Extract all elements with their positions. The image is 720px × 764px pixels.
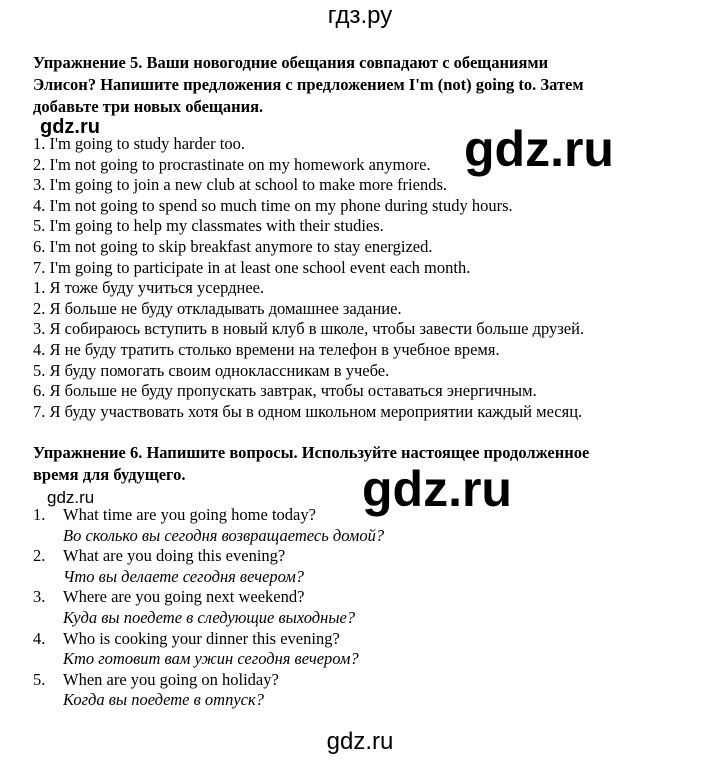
question-russian: Кто готовит вам ужин сегодня вечером? bbox=[63, 649, 359, 669]
answer-line: 7. I'm going to participate in at least one school event each month. bbox=[33, 257, 471, 277]
watermark-small: gdz.ru bbox=[47, 488, 95, 507]
answer-line: 6. I'm not going to skip breakfast anymore to stay energized. bbox=[33, 236, 433, 256]
exercise5-heading-line-3: добавьте три новых обещания. bbox=[33, 97, 264, 116]
translation-line: 3. Я собираюсь вступить в новый клуб в школе, чтобы завести больше друзей. bbox=[33, 319, 585, 339]
translation-line: 6. Я больше не буду пропускать завтрак, чтобы оставаться энергичным. bbox=[33, 381, 537, 401]
answer-line: 5. I'm going to help my classmates with their studies. bbox=[33, 216, 384, 236]
exercise5-answer-list bbox=[33, 134, 584, 422]
question-english: What time are you going home today? bbox=[63, 505, 316, 524]
translation-line: 1. Я тоже буду учиться усерднее. bbox=[33, 278, 265, 298]
site-footer: gdz.ru bbox=[326, 728, 394, 755]
question-english: What are you doing this evening? bbox=[63, 546, 286, 566]
exercise5-heading-line-1: Упражнение 5. Ваши новогодние обещания совпадают с обещаниями bbox=[33, 53, 549, 72]
question-russian: Куда вы поедете в следующие выходные? bbox=[63, 607, 356, 627]
answer-line: 3. I'm going to join a new club at school to make more friends. bbox=[33, 175, 448, 195]
question-english: When are you going on holiday? bbox=[63, 669, 279, 689]
question-russian: Что вы делаете сегодня вечером? bbox=[63, 566, 305, 586]
translation-line: 5. Я буду помогать своим одноклассникам в учебе. bbox=[33, 360, 390, 380]
watermark-small: gdz.ru bbox=[40, 116, 100, 138]
translation-line: 7. Я буду участвовать хотя бы в одном школьном мероприятии каждый месяц. bbox=[33, 401, 583, 421]
question-russian: Во сколько вы сегодня возвращаетесь домой? bbox=[63, 525, 385, 545]
watermark-big: gdz.ru bbox=[464, 121, 614, 177]
answer-line: 4. I'm not going to spend so much time on my phone during study hours. bbox=[33, 195, 513, 215]
question-number: 3. bbox=[33, 587, 46, 607]
answer-line: 1. I'm going to study harder too. bbox=[33, 134, 245, 153]
question-english: Where are you going next weekend? bbox=[63, 587, 305, 607]
question-english: Who is cooking your dinner this evening? bbox=[63, 628, 340, 648]
answer-line: 2. I'm not going to procrastinate on my homework anymore. bbox=[33, 154, 431, 174]
question-number: 4. bbox=[33, 628, 46, 648]
question-number: 2. bbox=[33, 546, 46, 566]
exercise6-heading-line-2: время для будущего. bbox=[33, 465, 186, 484]
exercise5-heading-line-2: Элисон? Напишите предложения с предложением I'm (not) going to. Затем bbox=[33, 75, 584, 94]
question-russian: Когда вы поедете в отпуск? bbox=[63, 690, 264, 710]
question-number: 1. bbox=[33, 505, 46, 524]
question-number: 5. bbox=[33, 669, 46, 689]
watermark-big: gdz.ru bbox=[362, 461, 512, 517]
exercise6-heading-line-1: Упражнение 6. Напишите вопросы. Используйте настоящее продолженное bbox=[33, 443, 590, 462]
translation-line: 2. Я больше не буду откладывать домашнее задание. bbox=[33, 298, 402, 318]
site-header: гдз.ру bbox=[327, 2, 393, 29]
translation-line: 4. Я не буду тратить столько времени на телефон в учебное время. bbox=[33, 339, 500, 359]
